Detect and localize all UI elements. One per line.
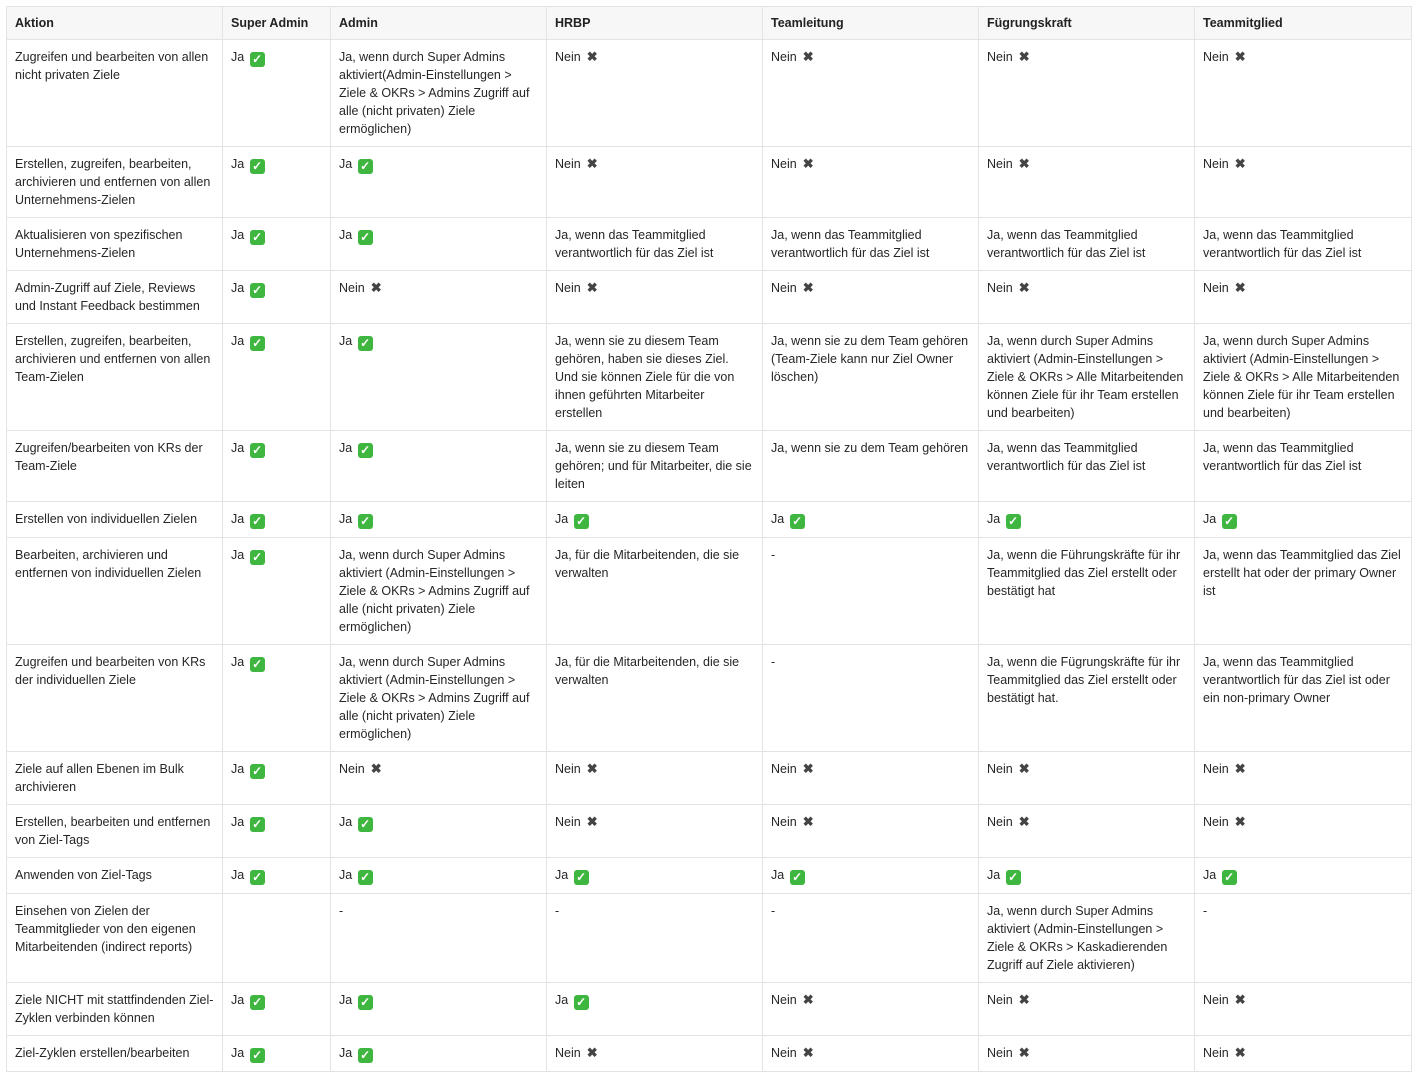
- permission-cell: [223, 271, 331, 324]
- cell-text: Ja: [231, 281, 245, 295]
- permission-cell: [1195, 431, 1412, 502]
- cross-mark-icon: ✖: [1018, 280, 1030, 295]
- table-row: [7, 218, 1412, 271]
- cell-text: Ja, wenn sie zu diesem Team gehören; und für Mitarbeiter, die sie leiten: [555, 441, 752, 491]
- table-row: [7, 894, 1412, 983]
- permission-cell: [223, 147, 331, 218]
- cell-text: Nein: [1203, 815, 1229, 829]
- header-row: [7, 7, 1412, 40]
- permission-cell: [223, 431, 331, 502]
- check-mark-icon: ✓: [250, 159, 265, 174]
- cell-text: Ja, wenn das Teammitglied verantwortlich für das Ziel ist oder ein non-primary Owner: [1203, 655, 1390, 705]
- table-row: [7, 147, 1412, 218]
- cell-text: Nein: [1203, 993, 1229, 1007]
- permission-cell: [331, 894, 547, 983]
- permission-cell: [1195, 218, 1412, 271]
- permission-cell: [223, 218, 331, 271]
- cross-mark-icon: ✖: [370, 761, 382, 776]
- column-header: Super Admin: [223, 7, 331, 40]
- cross-mark-icon: ✖: [1234, 49, 1246, 64]
- permission-cell: [763, 271, 979, 324]
- permission-cell: [979, 645, 1195, 752]
- permission-cell: [223, 40, 331, 147]
- permission-cell: [547, 983, 763, 1036]
- cross-mark-icon: ✖: [1234, 814, 1246, 829]
- cell-text: Nein: [987, 50, 1013, 64]
- action-cell: [7, 502, 223, 538]
- cell-text: Ziel-Zyklen erstellen/bearbeiten: [15, 1046, 190, 1060]
- cell-text: Ja: [339, 815, 353, 829]
- cell-text: -: [771, 548, 776, 562]
- column-header: Admin: [331, 7, 547, 40]
- cell-text: Ja: [339, 441, 353, 455]
- permission-cell: [763, 538, 979, 645]
- permission-cell: [979, 858, 1195, 894]
- cross-mark-icon: ✖: [1234, 761, 1246, 776]
- permission-cell: [223, 983, 331, 1036]
- permission-cell: [547, 40, 763, 147]
- check-mark-icon: ✓: [250, 817, 265, 832]
- check-mark-icon: ✓: [250, 283, 265, 298]
- cell-text: Ja, wenn das Teammitglied das Ziel erstellt hat oder der primary Owner ist: [1203, 548, 1401, 598]
- permission-cell: [547, 431, 763, 502]
- cell-text: Ja: [987, 868, 1001, 882]
- cell-text: Anwenden von Ziel-Tags: [15, 868, 152, 882]
- cell-text: Ja, für die Mitarbeitenden, die sie verwalten: [555, 548, 740, 580]
- table-row: [7, 538, 1412, 645]
- column-header: Fügrungskraft: [979, 7, 1195, 40]
- table-row: [7, 271, 1412, 324]
- permission-cell: [223, 1036, 331, 1072]
- permission-cell: [223, 894, 331, 983]
- permission-cell: [331, 538, 547, 645]
- check-mark-icon: ✓: [358, 995, 373, 1010]
- cell-text: Ja: [771, 868, 785, 882]
- column-header: Teammitglied: [1195, 7, 1412, 40]
- check-mark-icon: ✓: [574, 514, 589, 529]
- cell-text: Nein: [555, 762, 581, 776]
- cell-text: Nein: [555, 50, 581, 64]
- check-mark-icon: ✓: [1222, 870, 1237, 885]
- cell-text: Nein: [339, 762, 365, 776]
- check-mark-icon: ✓: [250, 443, 265, 458]
- cell-text: Erstellen, bearbeiten und entfernen von Ziel-Tags: [15, 815, 211, 847]
- permission-cell: [331, 1036, 547, 1072]
- cell-text: Ja: [231, 1046, 245, 1060]
- cell-text: Nein: [555, 157, 581, 171]
- cell-text: Ja, wenn durch Super Admins aktiviert (Admin-Einstellungen > Ziele & OKRs > Admins Zugriff auf alle (nicht privaten) Ziele ermöglichen): [339, 548, 530, 634]
- cell-text: Aktualisieren von spezifischen Unternehmens-Zielen: [15, 228, 183, 260]
- cell-text: Bearbeiten, archivieren und entfernen von individuellen Zielen: [15, 548, 202, 580]
- check-mark-icon: ✓: [358, 514, 373, 529]
- permission-cell: [763, 645, 979, 752]
- table-row: [7, 752, 1412, 805]
- permission-cell: [763, 147, 979, 218]
- cell-text: Nein: [1203, 157, 1229, 171]
- cross-mark-icon: ✖: [1018, 992, 1030, 1007]
- cell-text: Ja, wenn durch Super Admins aktiviert(Admin-Einstellungen > Ziele & OKRs > Admins Zugriff auf alle (nicht privaten) Ziele ermöglichen): [339, 50, 530, 136]
- check-mark-icon: ✓: [358, 336, 373, 351]
- permission-cell: [979, 431, 1195, 502]
- check-mark-icon: ✓: [1006, 514, 1021, 529]
- cell-text: Ja: [231, 815, 245, 829]
- permission-cell: [547, 1036, 763, 1072]
- cell-text: Ja: [231, 50, 245, 64]
- permission-cell: [547, 645, 763, 752]
- cell-text: Ja, wenn die Fügrungskräfte für ihr Teammitglied das Ziel erstellt oder bestätigt hat.: [987, 655, 1181, 705]
- action-cell: [7, 431, 223, 502]
- cell-text: Nein: [771, 762, 797, 776]
- table-row: [7, 858, 1412, 894]
- cell-text: Ja: [771, 512, 785, 526]
- action-cell: [7, 147, 223, 218]
- table-header: [7, 7, 1412, 40]
- permission-cell: [331, 752, 547, 805]
- permission-cell: [979, 752, 1195, 805]
- cell-text: Ja: [339, 334, 353, 348]
- cross-mark-icon: ✖: [586, 280, 598, 295]
- cell-text: Ja: [555, 993, 569, 1007]
- cross-mark-icon: ✖: [1018, 49, 1030, 64]
- permission-cell: [547, 858, 763, 894]
- check-mark-icon: ✓: [250, 995, 265, 1010]
- cell-text: Ja, wenn das Teammitglied verantwortlich für das Ziel ist: [987, 228, 1146, 260]
- cross-mark-icon: ✖: [1234, 992, 1246, 1007]
- cell-text: Nein: [987, 815, 1013, 829]
- permission-cell: [763, 894, 979, 983]
- permission-cell: [331, 431, 547, 502]
- permission-cell: [1195, 752, 1412, 805]
- cell-text: Nein: [1203, 762, 1229, 776]
- check-mark-icon: ✓: [250, 230, 265, 245]
- permission-cell: [547, 218, 763, 271]
- action-cell: [7, 805, 223, 858]
- permission-cell: [223, 805, 331, 858]
- cross-mark-icon: ✖: [802, 814, 814, 829]
- cross-mark-icon: ✖: [1018, 761, 1030, 776]
- check-mark-icon: ✓: [574, 870, 589, 885]
- permission-cell: [979, 538, 1195, 645]
- cross-mark-icon: ✖: [1018, 1045, 1030, 1060]
- permission-cell: [223, 502, 331, 538]
- permission-cell: [331, 805, 547, 858]
- cell-text: Ja, wenn sie zu dem Team gehören: [771, 441, 969, 455]
- check-mark-icon: ✓: [574, 995, 589, 1010]
- cell-text: Ja: [231, 993, 245, 1007]
- cell-text: Ja, wenn das Teammitglied verantwortlich für das Ziel ist: [555, 228, 714, 260]
- cell-text: Nein: [987, 1046, 1013, 1060]
- check-mark-icon: ✓: [250, 550, 265, 565]
- permission-cell: [979, 218, 1195, 271]
- permission-cell: [979, 324, 1195, 431]
- cell-text: Erstellen, zugreifen, bearbeiten, archivieren und entfernen von allen Unternehmens-Zielen: [15, 157, 211, 207]
- table-row: [7, 324, 1412, 431]
- permission-cell: [979, 1036, 1195, 1072]
- check-mark-icon: ✓: [790, 514, 805, 529]
- cell-text: Ja: [231, 512, 245, 526]
- permission-cell: [547, 752, 763, 805]
- permission-cell: [547, 502, 763, 538]
- cross-mark-icon: ✖: [802, 992, 814, 1007]
- table-row: [7, 431, 1412, 502]
- permission-cell: [1195, 983, 1412, 1036]
- cell-text: Ja: [1203, 868, 1217, 882]
- permission-cell: [223, 324, 331, 431]
- permission-cell: [979, 894, 1195, 983]
- cell-text: Ja: [231, 548, 245, 562]
- permission-cell: [1195, 324, 1412, 431]
- check-mark-icon: ✓: [1006, 870, 1021, 885]
- permission-cell: [547, 894, 763, 983]
- cell-text: Ja, wenn die Führungskräfte für ihr Teammitglied das Ziel erstellt oder bestätigt hat: [987, 548, 1181, 598]
- cell-text: Einsehen von Zielen der Teammitglieder von den eigenen Mitarbeitenden (indirect reports): [15, 904, 196, 954]
- permission-cell: [1195, 894, 1412, 983]
- cell-text: Erstellen von individuellen Zielen: [15, 512, 198, 526]
- permission-cell: [1195, 271, 1412, 324]
- cell-text: Ja: [231, 228, 245, 242]
- cell-text: Zugreifen und bearbeiten von KRs der individuellen Ziele: [15, 655, 206, 687]
- check-mark-icon: ✓: [250, 336, 265, 351]
- permission-cell: [763, 983, 979, 1036]
- permission-cell: [331, 858, 547, 894]
- cell-text: Ja: [1203, 512, 1217, 526]
- cell-text: -: [771, 904, 776, 918]
- permission-cell: [763, 1036, 979, 1072]
- cell-text: Nein: [555, 281, 581, 295]
- permission-cell: [763, 752, 979, 805]
- action-cell: [7, 858, 223, 894]
- cell-text: Ja, wenn durch Super Admins aktiviert (Admin-Einstellungen > Ziele & OKRs > Kaskadierenden Zugriff auf Ziele aktivieren): [987, 904, 1168, 972]
- cell-text: Nein: [987, 281, 1013, 295]
- cell-text: Ja, wenn durch Super Admins aktiviert (Admin-Einstellungen > Ziele & OKRs > Alle Mitarbeitenden können Ziele für ihr Team erstellen und bearbeiten): [1203, 334, 1400, 420]
- action-cell: [7, 894, 223, 983]
- cross-mark-icon: ✖: [1234, 280, 1246, 295]
- cell-text: Nein: [771, 815, 797, 829]
- check-mark-icon: ✓: [250, 657, 265, 672]
- permission-cell: [979, 147, 1195, 218]
- cell-text: Ja: [231, 441, 245, 455]
- cross-mark-icon: ✖: [586, 49, 598, 64]
- permission-cell: [331, 147, 547, 218]
- table-row: [7, 40, 1412, 147]
- action-cell: [7, 40, 223, 147]
- permission-cell: [1195, 502, 1412, 538]
- cell-text: Erstellen, zugreifen, bearbeiten, archivieren und entfernen von allen Team-Zielen: [15, 334, 211, 384]
- cell-text: Admin-Zugriff auf Ziele, Reviews und Instant Feedback bestimmen: [15, 281, 200, 313]
- permission-cell: [223, 538, 331, 645]
- permission-cell: [763, 40, 979, 147]
- action-cell: [7, 752, 223, 805]
- permission-cell: [547, 805, 763, 858]
- cell-text: Ziele auf allen Ebenen im Bulk archivieren: [15, 762, 184, 794]
- cell-text: Nein: [771, 993, 797, 1007]
- cross-mark-icon: ✖: [586, 761, 598, 776]
- action-cell: [7, 983, 223, 1036]
- cell-text: Nein: [1203, 281, 1229, 295]
- cross-mark-icon: ✖: [1018, 156, 1030, 171]
- cell-text: -: [555, 904, 560, 918]
- table-row: [7, 502, 1412, 538]
- check-mark-icon: ✓: [250, 52, 265, 67]
- cell-text: Ja: [555, 512, 569, 526]
- cell-text: Nein: [1203, 1046, 1229, 1060]
- permission-cell: [331, 40, 547, 147]
- cell-text: Ja: [339, 1046, 353, 1060]
- permission-cell: [223, 858, 331, 894]
- cell-text: Ja, wenn durch Super Admins aktiviert (Admin-Einstellungen > Ziele & OKRs > Admins Zugriff auf alle (nicht privaten) Ziele ermöglichen): [339, 655, 530, 741]
- action-cell: [7, 271, 223, 324]
- check-mark-icon: ✓: [358, 159, 373, 174]
- cross-mark-icon: ✖: [1234, 156, 1246, 171]
- cell-text: Nein: [1203, 50, 1229, 64]
- permission-cell: [763, 431, 979, 502]
- action-cell: [7, 645, 223, 752]
- action-cell: [7, 1036, 223, 1072]
- permission-cell: [1195, 147, 1412, 218]
- cell-text: Nein: [339, 281, 365, 295]
- cell-text: Zugreifen und bearbeiten von allen nicht privaten Ziele: [15, 50, 209, 82]
- column-header: HRBP: [547, 7, 763, 40]
- permission-cell: [331, 983, 547, 1036]
- permission-cell: [979, 502, 1195, 538]
- permission-cell: [331, 502, 547, 538]
- permission-cell: [331, 324, 547, 431]
- cell-text: Ja: [339, 868, 353, 882]
- cross-mark-icon: ✖: [802, 280, 814, 295]
- cell-text: Ja, wenn das Teammitglied verantwortlich für das Ziel ist: [1203, 228, 1362, 260]
- cell-text: Nein: [771, 157, 797, 171]
- check-mark-icon: ✓: [358, 817, 373, 832]
- cell-text: Ja: [555, 868, 569, 882]
- permission-cell: [1195, 645, 1412, 752]
- cell-text: Ja: [231, 334, 245, 348]
- cell-text: Ja: [339, 512, 353, 526]
- table-row: [7, 805, 1412, 858]
- permission-cell: [223, 645, 331, 752]
- cross-mark-icon: ✖: [586, 814, 598, 829]
- cross-mark-icon: ✖: [802, 49, 814, 64]
- cell-text: Nein: [771, 50, 797, 64]
- cell-text: Nein: [987, 157, 1013, 171]
- permission-cell: [331, 271, 547, 324]
- permission-cell: [331, 645, 547, 752]
- cross-mark-icon: ✖: [370, 280, 382, 295]
- permission-cell: [331, 218, 547, 271]
- permissions-table: [6, 6, 1412, 1072]
- cell-text: -: [771, 655, 776, 669]
- cross-mark-icon: ✖: [1234, 1045, 1246, 1060]
- permission-cell: [1195, 858, 1412, 894]
- permission-cell: [763, 805, 979, 858]
- cell-text: Ja: [339, 228, 353, 242]
- permission-cell: [1195, 538, 1412, 645]
- table-body: [7, 40, 1412, 1072]
- cell-text: Ja, wenn durch Super Admins aktiviert (Admin-Einstellungen > Ziele & OKRs > Alle Mitarbeitenden können Ziele für ihr Team erstellen und bearbeiten): [987, 334, 1184, 420]
- check-mark-icon: ✓: [250, 764, 265, 779]
- cell-text: Nein: [555, 815, 581, 829]
- cross-mark-icon: ✖: [586, 156, 598, 171]
- cell-text: Nein: [987, 762, 1013, 776]
- cell-text: Nein: [771, 1046, 797, 1060]
- cell-text: -: [339, 904, 344, 918]
- check-mark-icon: ✓: [1222, 514, 1237, 529]
- cell-text: Ja: [231, 655, 245, 669]
- cell-text: Ja: [339, 993, 353, 1007]
- cell-text: Ja: [231, 157, 245, 171]
- permission-cell: [547, 538, 763, 645]
- check-mark-icon: ✓: [790, 870, 805, 885]
- check-mark-icon: ✓: [358, 230, 373, 245]
- cell-text: Ja, wenn das Teammitglied verantwortlich für das Ziel ist: [987, 441, 1146, 473]
- cell-text: Ja, wenn sie zu dem Team gehören (Team-Ziele kann nur Ziel Owner löschen): [771, 334, 969, 384]
- table-row: [7, 983, 1412, 1036]
- check-mark-icon: ✓: [358, 870, 373, 885]
- permission-cell: [763, 218, 979, 271]
- permission-cell: [547, 147, 763, 218]
- column-header: Aktion: [7, 7, 223, 40]
- table-row: [7, 645, 1412, 752]
- permission-cell: [547, 271, 763, 324]
- check-mark-icon: ✓: [358, 1048, 373, 1063]
- action-cell: [7, 324, 223, 431]
- cell-text: Ja, für die Mitarbeitenden, die sie verwalten: [555, 655, 740, 687]
- permission-cell: [763, 324, 979, 431]
- permission-cell: [1195, 805, 1412, 858]
- permission-cell: [547, 324, 763, 431]
- cross-mark-icon: ✖: [802, 156, 814, 171]
- cell-text: Nein: [987, 993, 1013, 1007]
- check-mark-icon: ✓: [250, 870, 265, 885]
- table-row: [7, 1036, 1412, 1072]
- cell-text: Zugreifen/bearbeiten von KRs der Team-Ziele: [15, 441, 203, 473]
- column-header: Teamleitung: [763, 7, 979, 40]
- cell-text: Ja: [231, 762, 245, 776]
- cell-text: Ja: [339, 157, 353, 171]
- cross-mark-icon: ✖: [802, 761, 814, 776]
- cross-mark-icon: ✖: [802, 1045, 814, 1060]
- permission-cell: [223, 752, 331, 805]
- cell-text: Ziele NICHT mit stattfindenden Ziel-Zyklen verbinden können: [15, 993, 214, 1025]
- permission-cell: [979, 40, 1195, 147]
- permission-cell: [979, 805, 1195, 858]
- cross-mark-icon: ✖: [1018, 814, 1030, 829]
- cell-text: Ja, wenn das Teammitglied verantwortlich für das Ziel ist: [771, 228, 930, 260]
- action-cell: [7, 218, 223, 271]
- permission-cell: [979, 271, 1195, 324]
- cell-text: Nein: [771, 281, 797, 295]
- cell-text: Ja, wenn sie zu diesem Team gehören, haben sie dieses Ziel. Und sie können Ziele für die von ihnen geführten Mitarbeiter erstellen: [555, 334, 735, 420]
- cell-text: Ja: [231, 868, 245, 882]
- check-mark-icon: ✓: [250, 514, 265, 529]
- check-mark-icon: ✓: [358, 443, 373, 458]
- action-cell: [7, 538, 223, 645]
- cell-text: Ja: [987, 512, 1001, 526]
- permission-cell: [763, 858, 979, 894]
- permission-cell: [763, 502, 979, 538]
- permission-cell: [1195, 1036, 1412, 1072]
- cell-text: Nein: [555, 1046, 581, 1060]
- cell-text: Ja, wenn das Teammitglied verantwortlich für das Ziel ist: [1203, 441, 1362, 473]
- cross-mark-icon: ✖: [586, 1045, 598, 1060]
- check-mark-icon: ✓: [250, 1048, 265, 1063]
- permission-cell: [1195, 40, 1412, 147]
- cell-text: -: [1203, 904, 1208, 918]
- permission-cell: [979, 983, 1195, 1036]
